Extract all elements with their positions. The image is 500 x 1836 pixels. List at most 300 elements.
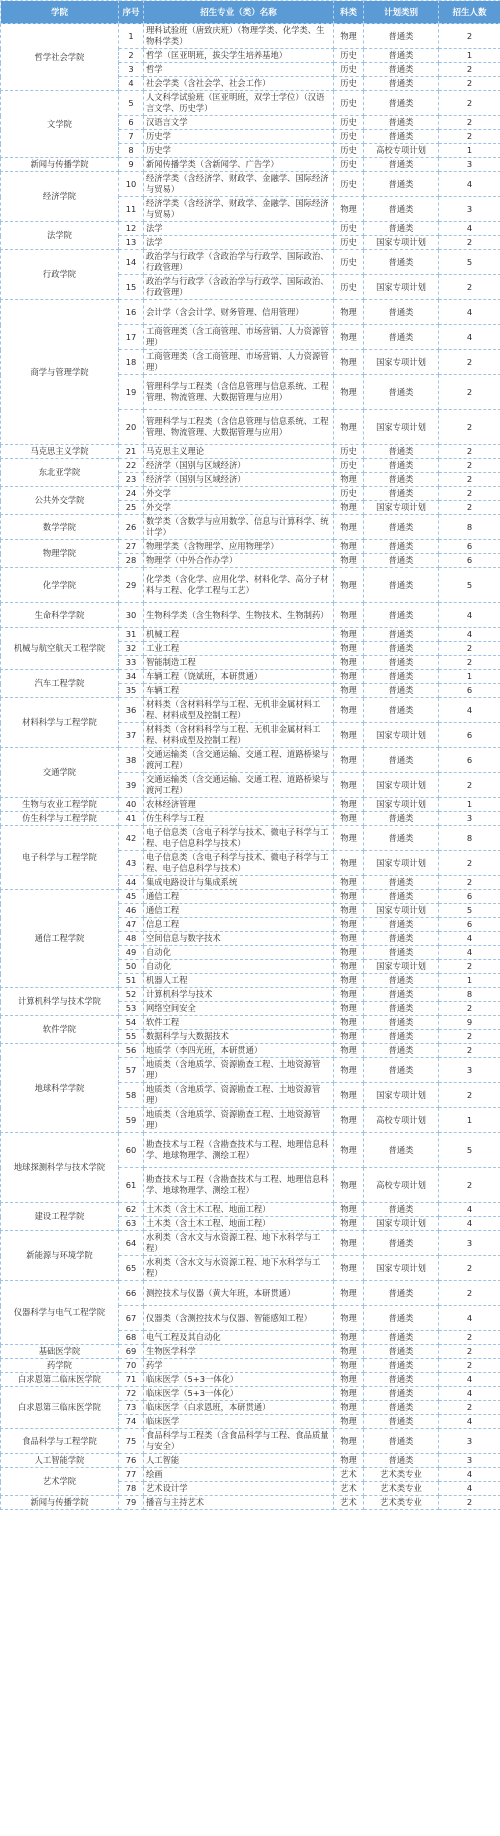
count-cell: 2 <box>439 1002 500 1016</box>
major-cell: 工商管理类（含工商管理、市场营销、人力资源管理） <box>144 350 334 375</box>
college-cell: 新闻与传播学院 <box>1 158 119 172</box>
major-cell: 工业工程 <box>144 642 334 656</box>
subject-cell: 历史 <box>334 222 364 236</box>
major-cell: 测控技术与仪器（黄大年班，本研贯通） <box>144 1281 334 1306</box>
subject-cell: 物理 <box>334 1203 364 1217</box>
plan-type-cell: 艺术类专业 <box>364 1482 439 1496</box>
plan-type-cell: 普通类 <box>364 890 439 904</box>
seq-cell: 79 <box>119 1496 144 1510</box>
table-row <box>1 988 500 1002</box>
subject-cell: 物理 <box>334 723 364 748</box>
seq-cell: 9 <box>119 158 144 172</box>
subject-cell: 历史 <box>334 275 364 300</box>
seq-cell: 48 <box>119 932 144 946</box>
count-cell: 3 <box>439 812 500 826</box>
table-row <box>1 890 500 904</box>
plan-type-cell: 国家专项计划 <box>364 501 439 515</box>
count-cell: 4 <box>439 1387 500 1401</box>
table-row <box>1 1359 500 1373</box>
header-subject: 科类 <box>334 1 364 24</box>
count-cell: 1 <box>439 144 500 158</box>
subject-cell: 物理 <box>334 1168 364 1203</box>
subject-cell: 物理 <box>334 1454 364 1468</box>
plan-type-cell: 普通类 <box>364 918 439 932</box>
major-cell: 绘画 <box>144 1468 334 1482</box>
major-cell: 物理学（中外合作办学） <box>144 554 334 568</box>
seq-cell: 70 <box>119 1359 144 1373</box>
count-cell: 2 <box>439 656 500 670</box>
table-row <box>1 1429 500 1454</box>
major-cell: 机械工程 <box>144 628 334 642</box>
plan-type-cell: 普通类 <box>364 1373 439 1387</box>
seq-cell: 24 <box>119 487 144 501</box>
subject-cell: 物理 <box>334 554 364 568</box>
count-cell: 4 <box>439 1415 500 1429</box>
seq-cell: 78 <box>119 1482 144 1496</box>
plan-type-cell: 普通类 <box>364 172 439 197</box>
seq-cell: 15 <box>119 275 144 300</box>
count-cell: 2 <box>439 1359 500 1373</box>
seq-cell: 59 <box>119 1108 144 1133</box>
count-cell: 3 <box>439 158 500 172</box>
college-cell: 计算机科学与技术学院 <box>1 988 119 1016</box>
seq-cell: 7 <box>119 130 144 144</box>
college-cell: 经济学院 <box>1 172 119 222</box>
major-cell: 电子信息类（含电子科学与技术、微电子科学与工程、电子信息科学与技术） <box>144 851 334 876</box>
major-cell: 集成电路设计与集成系统 <box>144 876 334 890</box>
subject-cell: 历史 <box>334 172 364 197</box>
seq-cell: 40 <box>119 798 144 812</box>
plan-type-cell: 国家专项计划 <box>364 851 439 876</box>
major-cell: 勘查技术与工程（含勘查技术与工程、地理信息科学、地球物理学、测绘工程） <box>144 1133 334 1168</box>
college-cell: 生命科学学院 <box>1 603 119 628</box>
college-cell: 东北亚学院 <box>1 459 119 487</box>
count-cell: 6 <box>439 748 500 773</box>
plan-type-cell: 国家专项计划 <box>364 275 439 300</box>
seq-cell: 68 <box>119 1331 144 1345</box>
major-cell: 智能制造工程 <box>144 656 334 670</box>
major-cell: 仪器类（含测控技术与仪器、智能感知工程） <box>144 1306 334 1331</box>
count-cell: 2 <box>439 275 500 300</box>
table-row <box>1 568 500 603</box>
seq-cell: 1 <box>119 24 144 49</box>
major-cell: 外交学 <box>144 501 334 515</box>
plan-type-cell: 普通类 <box>364 642 439 656</box>
plan-type-cell: 普通类 <box>364 603 439 628</box>
count-cell: 6 <box>439 540 500 554</box>
seq-cell: 17 <box>119 325 144 350</box>
seq-cell: 71 <box>119 1373 144 1387</box>
seq-cell: 57 <box>119 1058 144 1083</box>
count-cell: 2 <box>439 130 500 144</box>
college-cell: 食品科学与工程学院 <box>1 1429 119 1454</box>
subject-cell: 物理 <box>334 410 364 445</box>
major-cell: 数据科学与大数据技术 <box>144 1030 334 1044</box>
major-cell: 临床医学（5+3一体化） <box>144 1373 334 1387</box>
subject-cell: 物理 <box>334 1429 364 1454</box>
subject-cell: 物理 <box>334 1030 364 1044</box>
college-cell: 物理学院 <box>1 540 119 568</box>
college-cell: 通信工程学院 <box>1 890 119 988</box>
subject-cell: 物理 <box>334 1359 364 1373</box>
table-row <box>1 250 500 275</box>
subject-cell: 物理 <box>334 684 364 698</box>
seq-cell: 43 <box>119 851 144 876</box>
seq-cell: 25 <box>119 501 144 515</box>
plan-type-cell: 普通类 <box>364 158 439 172</box>
seq-cell: 26 <box>119 515 144 540</box>
plan-type-cell: 普通类 <box>364 1306 439 1331</box>
subject-cell: 物理 <box>334 501 364 515</box>
seq-cell: 20 <box>119 410 144 445</box>
seq-cell: 34 <box>119 670 144 684</box>
major-cell: 临床医学（5+3一体化） <box>144 1387 334 1401</box>
subject-cell: 物理 <box>334 1002 364 1016</box>
seq-cell: 28 <box>119 554 144 568</box>
count-cell: 4 <box>439 946 500 960</box>
plan-type-cell: 普通类 <box>364 1387 439 1401</box>
major-cell: 外交学 <box>144 487 334 501</box>
plan-type-cell: 国家专项计划 <box>364 1256 439 1281</box>
plan-type-cell: 普通类 <box>364 1415 439 1429</box>
major-cell: 水利类（含水文与水资源工程、地下水科学与工程） <box>144 1256 334 1281</box>
major-cell: 材料类（含材料科学与工程、无机非金属材料工程、材料成型及控制工程） <box>144 723 334 748</box>
table-row <box>1 1203 500 1217</box>
count-cell: 4 <box>439 1306 500 1331</box>
count-cell: 1 <box>439 798 500 812</box>
major-cell: 软件工程 <box>144 1016 334 1030</box>
table-row <box>1 24 500 49</box>
seq-cell: 29 <box>119 568 144 603</box>
plan-type-cell: 普通类 <box>364 325 439 350</box>
count-cell: 4 <box>439 603 500 628</box>
major-cell: 播音与主持艺术 <box>144 1496 334 1510</box>
seq-cell: 5 <box>119 91 144 116</box>
major-cell: 历史学 <box>144 144 334 158</box>
table-row <box>1 172 500 197</box>
seq-cell: 41 <box>119 812 144 826</box>
seq-cell: 8 <box>119 144 144 158</box>
header-row <box>1 1 500 24</box>
plan-type-cell: 普通类 <box>364 670 439 684</box>
major-cell: 管理科学与工程类（含信息管理与信息系统、工程管理、物流管理、大数据管理与应用） <box>144 410 334 445</box>
subject-cell: 历史 <box>334 459 364 473</box>
subject-cell: 物理 <box>334 350 364 375</box>
plan-type-cell: 国家专项计划 <box>364 773 439 798</box>
plan-type-cell: 普通类 <box>364 698 439 723</box>
college-cell: 哲学社会学院 <box>1 24 119 91</box>
plan-type-cell: 国家专项计划 <box>364 1217 439 1231</box>
college-cell: 法学院 <box>1 222 119 250</box>
seq-cell: 55 <box>119 1030 144 1044</box>
subject-cell: 物理 <box>334 628 364 642</box>
seq-cell: 13 <box>119 236 144 250</box>
subject-cell: 艺术 <box>334 1482 364 1496</box>
table-row <box>1 91 500 116</box>
seq-cell: 75 <box>119 1429 144 1454</box>
count-cell: 2 <box>439 445 500 459</box>
plan-type-cell: 普通类 <box>364 487 439 501</box>
subject-cell: 物理 <box>334 1256 364 1281</box>
seq-cell: 44 <box>119 876 144 890</box>
major-cell: 通信工程 <box>144 890 334 904</box>
plan-type-cell: 普通类 <box>364 932 439 946</box>
major-cell: 网络空间安全 <box>144 1002 334 1016</box>
table-header <box>1 1 500 24</box>
college-cell: 地球探测科学与技术学院 <box>1 1133 119 1203</box>
table-row <box>1 1281 500 1306</box>
count-cell: 5 <box>439 250 500 275</box>
seq-cell: 14 <box>119 250 144 275</box>
college-cell: 商学与管理学院 <box>1 300 119 445</box>
plan-type-cell: 普通类 <box>364 946 439 960</box>
plan-type-cell: 普通类 <box>364 1002 439 1016</box>
major-cell: 化学类（含化学、应用化学、材料化学、高分子材料与工程、化学工程与工艺） <box>144 568 334 603</box>
plan-type-cell: 普通类 <box>364 1331 439 1345</box>
seq-cell: 36 <box>119 698 144 723</box>
plan-type-cell: 普通类 <box>364 1203 439 1217</box>
plan-type-cell: 普通类 <box>364 1231 439 1256</box>
table-row <box>1 603 500 628</box>
seq-cell: 63 <box>119 1217 144 1231</box>
subject-cell: 物理 <box>334 960 364 974</box>
seq-cell: 35 <box>119 684 144 698</box>
plan-type-cell: 普通类 <box>364 1454 439 1468</box>
plan-type-cell: 艺术类专业 <box>364 1468 439 1482</box>
plan-type-cell: 普通类 <box>364 1359 439 1373</box>
count-cell: 1 <box>439 1108 500 1133</box>
plan-type-cell: 普通类 <box>364 1016 439 1030</box>
table-row <box>1 445 500 459</box>
seq-cell: 19 <box>119 375 144 410</box>
table-row <box>1 748 500 773</box>
count-cell: 3 <box>439 1231 500 1256</box>
table-row <box>1 487 500 501</box>
college-cell: 基础医学院 <box>1 1345 119 1359</box>
table-row <box>1 1016 500 1030</box>
seq-cell: 18 <box>119 350 144 375</box>
college-cell: 软件学院 <box>1 1016 119 1044</box>
subject-cell: 物理 <box>334 904 364 918</box>
seq-cell: 2 <box>119 49 144 63</box>
subject-cell: 物理 <box>334 932 364 946</box>
college-cell: 行政学院 <box>1 250 119 300</box>
subject-cell: 物理 <box>334 1083 364 1108</box>
subject-cell: 物理 <box>334 1345 364 1359</box>
count-cell: 4 <box>439 222 500 236</box>
count-cell: 2 <box>439 1083 500 1108</box>
major-cell: 信息工程 <box>144 918 334 932</box>
subject-cell: 艺术 <box>334 1468 364 1482</box>
subject-cell: 物理 <box>334 568 364 603</box>
college-cell: 仪器科学与电气工程学院 <box>1 1281 119 1345</box>
major-cell: 管理科学与工程类（含信息管理与信息系统、工程管理、物流管理、大数据管理与应用） <box>144 375 334 410</box>
plan-type-cell: 高校专项计划 <box>364 1168 439 1203</box>
plan-type-cell: 普通类 <box>364 876 439 890</box>
plan-type-cell: 普通类 <box>364 748 439 773</box>
college-cell: 马克思主义学院 <box>1 445 119 459</box>
plan-type-cell: 普通类 <box>364 554 439 568</box>
seq-cell: 67 <box>119 1306 144 1331</box>
college-cell: 仿生科学与工程学院 <box>1 812 119 826</box>
subject-cell: 物理 <box>334 24 364 49</box>
college-cell: 公共外交学院 <box>1 487 119 515</box>
college-cell: 白求恩第二临床医学院 <box>1 1373 119 1387</box>
header-college: 学院 <box>1 1 119 24</box>
major-cell: 电气工程及其自动化 <box>144 1331 334 1345</box>
count-cell: 1 <box>439 974 500 988</box>
major-cell: 车辆工程 <box>144 684 334 698</box>
subject-cell: 物理 <box>334 1306 364 1331</box>
plan-type-cell: 普通类 <box>364 250 439 275</box>
major-cell: 计算机科学与技术 <box>144 988 334 1002</box>
count-cell: 1 <box>439 49 500 63</box>
major-cell: 临床医学（白求恩班，本研贯通） <box>144 1401 334 1415</box>
plan-type-cell: 普通类 <box>364 656 439 670</box>
subject-cell: 物理 <box>334 698 364 723</box>
plan-type-cell: 普通类 <box>364 826 439 851</box>
plan-type-cell: 国家专项计划 <box>364 723 439 748</box>
plan-type-cell: 普通类 <box>364 473 439 487</box>
subject-cell: 物理 <box>334 300 364 325</box>
plan-type-cell: 普通类 <box>364 1133 439 1168</box>
subject-cell: 历史 <box>334 487 364 501</box>
header-major: 招生专业（类）名称 <box>144 1 334 24</box>
major-cell: 自动化 <box>144 946 334 960</box>
count-cell: 2 <box>439 487 500 501</box>
subject-cell: 物理 <box>334 1058 364 1083</box>
seq-cell: 31 <box>119 628 144 642</box>
subject-cell: 物理 <box>334 656 364 670</box>
subject-cell: 物理 <box>334 918 364 932</box>
subject-cell: 物理 <box>334 773 364 798</box>
college-cell: 化学学院 <box>1 568 119 603</box>
major-cell: 工商管理类（含工商管理、市场营销、人力资源管理） <box>144 325 334 350</box>
seq-cell: 30 <box>119 603 144 628</box>
college-cell: 药学院 <box>1 1359 119 1373</box>
seq-cell: 74 <box>119 1415 144 1429</box>
plan-type-cell: 国家专项计划 <box>364 1083 439 1108</box>
table-row <box>1 1373 500 1387</box>
major-cell: 土木类（含土木工程、地面工程） <box>144 1217 334 1231</box>
seq-cell: 62 <box>119 1203 144 1217</box>
major-cell: 药学 <box>144 1359 334 1373</box>
major-cell: 材料类（含材料科学与工程、无机非金属材料工程、材料成型及控制工程） <box>144 698 334 723</box>
subject-cell: 物理 <box>334 197 364 222</box>
seq-cell: 42 <box>119 826 144 851</box>
subject-cell: 物理 <box>334 603 364 628</box>
major-cell: 法学 <box>144 236 334 250</box>
seq-cell: 76 <box>119 1454 144 1468</box>
major-cell: 历史学 <box>144 130 334 144</box>
plan-type-cell: 普通类 <box>364 24 439 49</box>
seq-cell: 51 <box>119 974 144 988</box>
subject-cell: 物理 <box>334 642 364 656</box>
major-cell: 交通运输类（含交通运输、交通工程、道路桥梁与渡河工程） <box>144 748 334 773</box>
subject-cell: 历史 <box>334 130 364 144</box>
count-cell: 2 <box>439 473 500 487</box>
plan-type-cell: 普通类 <box>364 1429 439 1454</box>
major-cell: 生物科学类（含生物科学、生物技术、生物制药） <box>144 603 334 628</box>
major-cell: 地质类（含地质学、资源勘查工程、土地资源管理） <box>144 1108 334 1133</box>
table-row <box>1 1468 500 1482</box>
seq-cell: 77 <box>119 1468 144 1482</box>
major-cell: 物理学类（含物理学、应用物理学） <box>144 540 334 554</box>
plan-type-cell: 普通类 <box>364 116 439 130</box>
subject-cell: 物理 <box>334 325 364 350</box>
subject-cell: 物理 <box>334 890 364 904</box>
major-cell: 电子信息类（含电子科学与技术、微电子科学与工程、电子信息科学与技术） <box>144 826 334 851</box>
seq-cell: 3 <box>119 63 144 77</box>
major-cell: 艺术设计学 <box>144 1482 334 1496</box>
table-row <box>1 1454 500 1468</box>
count-cell: 2 <box>439 1401 500 1415</box>
major-cell: 人工智能 <box>144 1454 334 1468</box>
count-cell: 2 <box>439 91 500 116</box>
count-cell: 2 <box>439 960 500 974</box>
count-cell: 2 <box>439 1030 500 1044</box>
seq-cell: 39 <box>119 773 144 798</box>
plan-type-cell: 普通类 <box>364 375 439 410</box>
seq-cell: 73 <box>119 1401 144 1415</box>
major-cell: 人文科学试验班（匡亚明班，双学士学位）（汉语言文学、历史学） <box>144 91 334 116</box>
seq-cell: 10 <box>119 172 144 197</box>
table-row <box>1 222 500 236</box>
table-body <box>1 24 500 1510</box>
count-cell: 2 <box>439 1044 500 1058</box>
count-cell: 2 <box>439 773 500 798</box>
major-cell: 哲学 <box>144 63 334 77</box>
major-cell: 交通运输类（含交通运输、交通工程、道路桥梁与渡河工程） <box>144 773 334 798</box>
count-cell: 2 <box>439 876 500 890</box>
major-cell: 哲学（匡亚明班，拔尖学生培养基地） <box>144 49 334 63</box>
count-cell: 4 <box>439 1217 500 1231</box>
college-cell: 人工智能学院 <box>1 1454 119 1468</box>
count-cell: 2 <box>439 851 500 876</box>
count-cell: 3 <box>439 1454 500 1468</box>
seq-cell: 45 <box>119 890 144 904</box>
seq-cell: 72 <box>119 1387 144 1401</box>
subject-cell: 物理 <box>334 1415 364 1429</box>
subject-cell: 历史 <box>334 63 364 77</box>
major-cell: 空间信息与数字技术 <box>144 932 334 946</box>
count-cell: 2 <box>439 501 500 515</box>
subject-cell: 历史 <box>334 445 364 459</box>
count-cell: 2 <box>439 375 500 410</box>
subject-cell: 物理 <box>334 851 364 876</box>
major-cell: 勘查技术与工程（含勘查技术与工程、地理信息科学、地球物理学、测绘工程） <box>144 1168 334 1203</box>
major-cell: 地质类（含地质学、资源勘查工程、土地资源管理） <box>144 1058 334 1083</box>
seq-cell: 58 <box>119 1083 144 1108</box>
major-cell: 仿生科学与工程 <box>144 812 334 826</box>
seq-cell: 32 <box>119 642 144 656</box>
count-cell: 2 <box>439 63 500 77</box>
college-cell: 新闻与传播学院 <box>1 1496 119 1510</box>
plan-type-cell: 普通类 <box>364 684 439 698</box>
count-cell: 5 <box>439 904 500 918</box>
seq-cell: 53 <box>119 1002 144 1016</box>
college-cell: 机械与航空航天工程学院 <box>1 628 119 670</box>
table-row <box>1 798 500 812</box>
subject-cell: 物理 <box>334 946 364 960</box>
subject-cell: 物理 <box>334 1401 364 1415</box>
subject-cell: 历史 <box>334 144 364 158</box>
major-cell: 数学类（含数学与应用数学、信息与计算科学、统计学） <box>144 515 334 540</box>
plan-type-cell: 国家专项计划 <box>364 350 439 375</box>
major-cell: 理科试验班（唐致庆班）（物理学类、化学类、生物科学类） <box>144 24 334 49</box>
college-cell: 地球科学学院 <box>1 1044 119 1133</box>
seq-cell: 11 <box>119 197 144 222</box>
